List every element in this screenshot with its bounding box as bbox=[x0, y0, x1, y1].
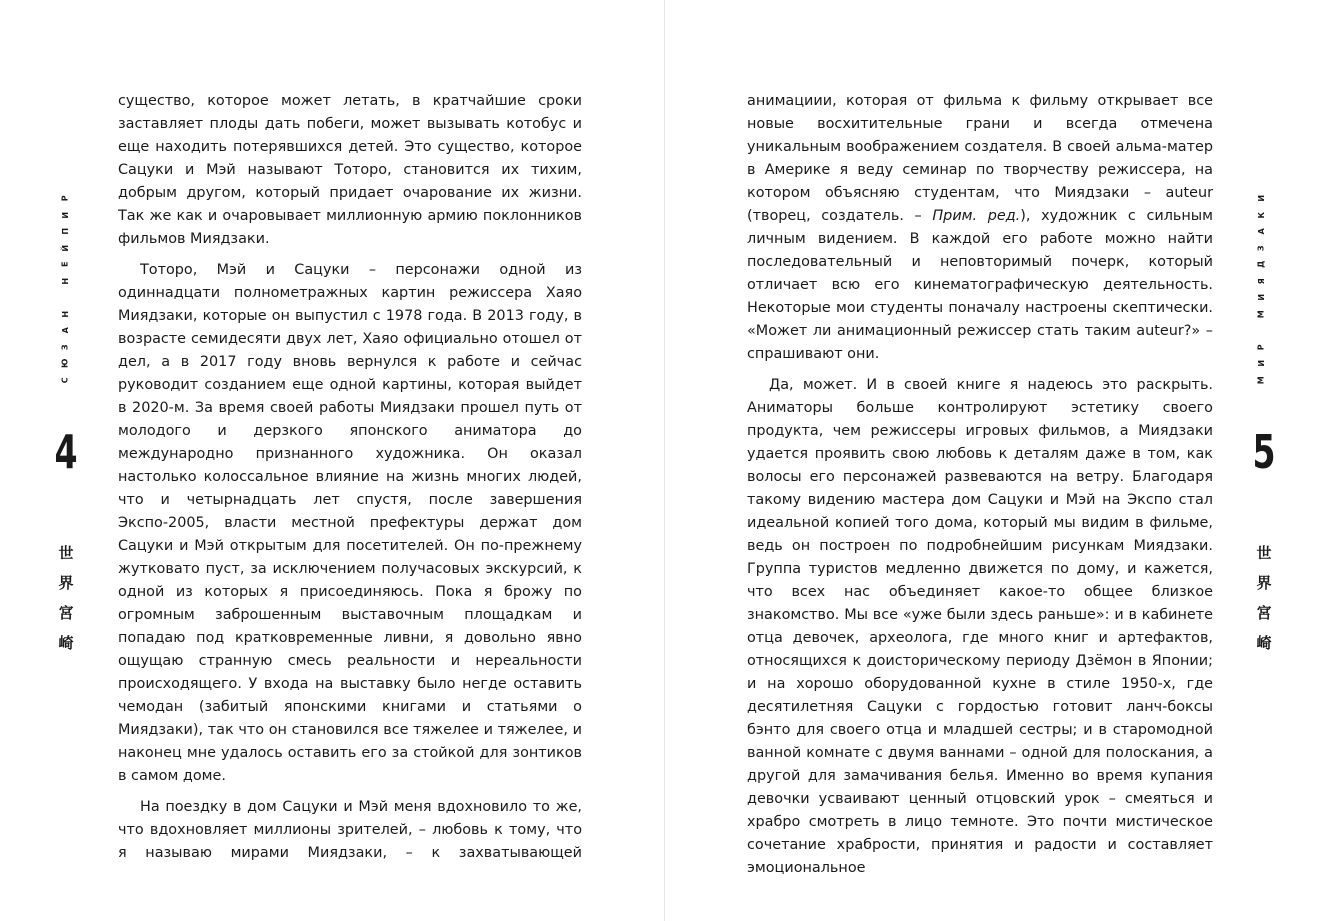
running-head-letter: И bbox=[60, 211, 70, 219]
running-head-letter: Р bbox=[1256, 343, 1266, 350]
paragraph: существо, которое может летать, в кратчайшие сроки заставляет плоды дать побеги, может вызывать котобус и еще находить потерявшихся детей. Это существо, которое Сацуки и Мэй называют Тоторо, становится их тихим, добрым другом, который придает очарование их жизни. Так же как и очаровывает миллионную армию поклонников фильмов Миядзаки. bbox=[118, 93, 582, 247]
editor-note: Прим. ред. bbox=[932, 208, 1021, 224]
running-head-letter: З bbox=[60, 343, 70, 350]
running-head-letter: М bbox=[1256, 309, 1266, 318]
kanji-char: 世 bbox=[1256, 544, 1272, 562]
running-head-letter: К bbox=[1256, 211, 1266, 219]
right-body-text bbox=[747, 90, 1213, 888]
kanji-title-left bbox=[54, 538, 78, 658]
running-head-letter: Ю bbox=[60, 358, 70, 368]
running-head-letter: И bbox=[1256, 293, 1266, 301]
running-head-letter: Р bbox=[60, 195, 70, 202]
paragraph-text: анимациии, которая от фильма к фильму открывает все новые восхитительные грани и всегда отмечена уникальным воображением создателя. В своей альма-матер в Америке я веду семинар по творчеству режиссера, на котором объясняю студентам, что Миядзаки – auteur (творец, создатель. – bbox=[747, 93, 1213, 224]
kanji-char: 世 bbox=[58, 544, 74, 562]
kanji-char: 崎 bbox=[58, 634, 74, 652]
kanji-title-right bbox=[1252, 538, 1276, 658]
left-page bbox=[0, 0, 664, 921]
running-head-letter: П bbox=[60, 227, 70, 235]
running-head-letter: Н bbox=[60, 277, 70, 285]
paragraph bbox=[747, 90, 1213, 366]
running-head-letter: Д bbox=[1256, 260, 1266, 268]
running-head-letter: З bbox=[1256, 244, 1266, 251]
left-running-head-author bbox=[56, 190, 76, 388]
running-head-letter: Н bbox=[60, 310, 70, 318]
running-head-letter: Я bbox=[1256, 277, 1266, 284]
running-head-letter: А bbox=[60, 327, 70, 334]
kanji-char: 宮 bbox=[58, 604, 74, 622]
running-head-letter: С bbox=[60, 376, 70, 383]
page-number-right: 5 bbox=[1252, 425, 1276, 479]
right-running-head-title bbox=[1252, 190, 1272, 388]
running-head-letter: И bbox=[1256, 359, 1266, 367]
right-page bbox=[665, 0, 1330, 921]
paragraph: Тоторо, Мэй и Сацуки – персонажи одной из одиннадцати полнометражных картин режиссера Хаяо Миядзаки, которые он выпустил с 1978 года. В 2013 году, в возрасте семидесяти двух лет, Хаяо официально отошел от дел, а в 2017 году вновь вернулся к работе и сейчас руководит созданием еще одной картины, которая выйдет в 2020-м. За время своей работы Миядзаки прошел путь от молодого и дерзкого японского аниматора до международно признанного художника. Он оказал настолько колоссальное влияние на жизнь многих людей, что и четырнадцать лет спустя, после завершения Экспо-2005, власти местной префектуры держат дом Сацуки и Мэй открытым для посетителей. Он по-прежнему жутковато пуст, за исключением получасовых экскурсий, к одной из которых я присоединяюсь. Пока я брожу по огромным заброшенным выставочным площадкам и попадаю под кратковременные ливни, я довольно явно ощущаю странную смесь реальности и нереальности происходящего. У входа на выставку было негде оставить чемодан (забитый японскими книгами и статьями о Миядзаки), так что он становился все тяжелее и тяжелее, и наконец мне удалось оставить его за стойкой для зонтиков в самом доме. bbox=[118, 262, 582, 784]
running-head-letter: И bbox=[1256, 194, 1266, 202]
left-body-text bbox=[118, 90, 582, 873]
running-head-letter: А bbox=[1256, 228, 1266, 235]
page-number-left: 4 bbox=[54, 425, 78, 479]
running-head-letter: Й bbox=[60, 244, 70, 252]
kanji-char: 界 bbox=[1256, 574, 1272, 592]
paragraph-text: ), художник с сильным личным видением. В каждой его работе можно найти последовательный и неповторимый почерк, который отличает всю его кинематографическую деятельность. Некоторые мои студенты поначалу настроены скептически. «Может ли анимационный режиссер стать таким auteur?» – спрашивают они. bbox=[747, 208, 1214, 362]
kanji-char: 宮 bbox=[1256, 604, 1272, 622]
paragraph: Да, может. И в своей книге я надеюсь это раскрыть. Аниматоры больше контролируют эстетику своего продукта, чем режиссеры игровых фильмов, а Миядзаки удается проявить свою любовь к деталям даже в том, как волосы его персонажей развеваются на ветру. Благодаря такому видению мастера дом Сацуки и Мэй на Экспо стал идеальной копией того дома, который мы видим в фильме, ведь он построен по подробнейшим рисункам Миядзаки. Группа туристов медленно движется по дому, и кажется, что всех нас объединяет какое-то общее близкое знакомство. Мы все «уже были здесь раньше»: и в кабинете отца девочек, археолога, где много книг и артефактов, относящихся к доисторическому периоду Дзёмон в Японии; и на хорошо оборудованной кухне в стиле 1950-х, где десятилетняя Сацуки с гордостью готовит ланч-боксы бэнто для своего отца и младшей сестры; и в старомодной ванной комнате с двумя ваннами – одной для полоскания, а другой для замачивания белья. Именно во время купания девочки усваивают ценный отцовский урок – смеяться и храбро смотреть в лицо темноте. Это почти мистическое сочетание храбрости, принятия и радости и составляет эмоциональное bbox=[747, 377, 1213, 876]
kanji-char: 界 bbox=[58, 574, 74, 592]
running-head-letter: М bbox=[1256, 375, 1266, 384]
running-head-letter: Е bbox=[60, 261, 70, 267]
paragraph: На поездку в дом Сацуки и Мэй меня вдохновило то же, что вдохновляет миллионы зрителей, – любовь к тому, что я называю мирами Миядзаки, – к захватывающей bbox=[118, 799, 582, 861]
kanji-char: 崎 bbox=[1256, 634, 1272, 652]
